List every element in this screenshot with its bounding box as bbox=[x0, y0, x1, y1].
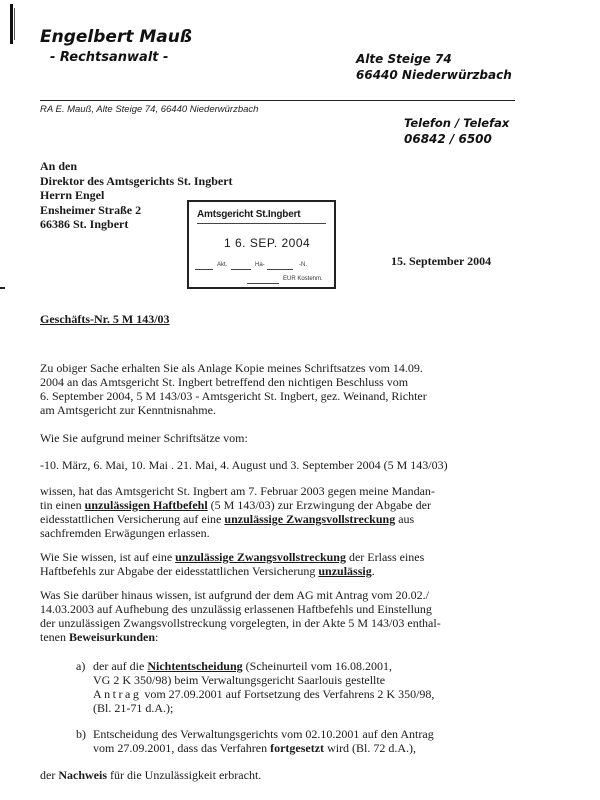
text-line bbox=[40, 630, 540, 644]
text-span: (5 M 143/03) zur Erzwingung der Abgabe der bbox=[207, 498, 431, 512]
letter-date: 15. September 2004 bbox=[391, 254, 492, 268]
text-line: Zu obiger Sache erhalten Sie als Anlage Kopie meines Schriftsatzes vom 14.09. bbox=[40, 361, 423, 375]
text-span: (Scheinurteil vom 16.08.2001, bbox=[242, 659, 392, 673]
emphasis: Nichtentscheidung bbox=[147, 659, 243, 673]
text-span: der bbox=[40, 768, 59, 782]
lawyer-city: 66440 Niederwürzbach bbox=[356, 68, 512, 82]
text-line: Wie Sie aufgrund meiner Schriftsätze vom: bbox=[40, 431, 248, 445]
text-line bbox=[40, 564, 540, 578]
emphasis: unzulässige Zwangsvollstreckung bbox=[175, 550, 346, 564]
text-span: für die Unzulässigkeit erbracht. bbox=[107, 768, 262, 782]
stamp-field-line bbox=[195, 269, 213, 270]
text-line: Was Sie darüber hinaus wissen, ist aufgrund der dem AG mit Antrag vom 20.02./ bbox=[40, 588, 429, 602]
paragraph bbox=[40, 768, 540, 782]
text-span: . bbox=[371, 564, 375, 578]
stamp-underline bbox=[197, 223, 326, 224]
list-label: a) bbox=[76, 659, 86, 673]
received-stamp bbox=[187, 200, 336, 289]
paragraph bbox=[40, 484, 540, 540]
text-line bbox=[40, 550, 540, 564]
text-line: 14.03.2003 auf Aufhebung des unzulässig erlassenen Haftbefehls und Einstellung bbox=[40, 602, 432, 616]
text-line: wissen, hat das Amtsgericht St. Ingbert am 7. Februar 2003 gegen meine Mandan- bbox=[40, 484, 435, 498]
recipient-line: Ensheimer Straße 2 bbox=[40, 202, 142, 217]
text-line: sachfremden Erwägungen erlassen. bbox=[40, 526, 210, 540]
recipient-line: An den bbox=[40, 159, 78, 173]
text-line: am Amtsgericht zur Kenntnisnahme. bbox=[40, 403, 216, 417]
stamp-date: 1 6. SEP. 2004 bbox=[224, 236, 311, 250]
text-line bbox=[40, 768, 540, 782]
text-span: vom 27.09.2001, dass das Verfahren bbox=[93, 741, 271, 755]
sender-line: RA E. Mauß, Alte Steige 74, 66440 Niederwürzbach bbox=[40, 104, 259, 115]
spaced-text: Antrag bbox=[93, 687, 142, 701]
stamp-court: Amtsgericht St.Ingbert bbox=[197, 209, 301, 220]
text-line bbox=[93, 659, 536, 673]
text-line bbox=[93, 687, 536, 701]
recipient-line: 66386 St. Ingbert bbox=[40, 217, 129, 231]
text-span: aus bbox=[395, 512, 415, 526]
stamp-field-line bbox=[231, 269, 251, 270]
punch-mark bbox=[0, 287, 5, 289]
paragraph bbox=[40, 361, 540, 417]
text-line bbox=[93, 741, 536, 755]
list-label: b) bbox=[76, 727, 86, 741]
text-span: Wie Sie wissen, ist auf eine bbox=[40, 550, 176, 564]
scan-artifact bbox=[14, 8, 15, 40]
text-line: 6. September 2004, 5 M 143/03 - Amtsgericht St. Ingbert, gez. Weinand, Richter bbox=[40, 389, 427, 403]
stamp-hav: Ha- bbox=[255, 262, 265, 268]
text-span: Haftbefehls zur Abgabe der eidesstattlichen Versicherung bbox=[40, 564, 319, 578]
lawyer-title: - Rechtsanwalt - bbox=[50, 50, 169, 65]
stamp-eur: EUR Kostenm. bbox=[283, 276, 323, 282]
emphasis: Beweisurkunden bbox=[69, 630, 156, 644]
scan-artifact bbox=[10, 4, 13, 44]
emphasis: unzulässige Zwangsvollstreckung bbox=[224, 512, 396, 526]
text-span: eidesstattlichen Versicherung auf eine bbox=[40, 512, 225, 526]
text-span: : bbox=[155, 630, 159, 644]
text-span: tin einen bbox=[40, 498, 85, 512]
emphasis: fortgesetzt bbox=[270, 741, 325, 755]
text-line: (Bl. 21-71 d.A.); bbox=[93, 701, 174, 715]
recipient-line: Direktor des Amtsgerichts St. Ingbert bbox=[40, 173, 233, 188]
text-line bbox=[40, 512, 540, 526]
paragraph bbox=[40, 458, 540, 472]
text-span: der Erlass eines bbox=[345, 550, 425, 564]
text-line: 2004 an das Amtsgericht St. Ingbert betreffend den nichtigen Beschluss vom bbox=[40, 375, 409, 389]
text-line: Entscheidung des Verwaltungsgerichts vom 02.10.2001 auf den Antrag bbox=[93, 727, 434, 741]
list-item bbox=[76, 727, 536, 755]
list-item bbox=[76, 659, 536, 715]
text-line bbox=[40, 498, 540, 512]
emphasis: unzulässigen Haftbefehl bbox=[84, 498, 208, 512]
stamp-field-line bbox=[267, 269, 293, 270]
text-line: -10. März, 6. Mai, 10. Mai . 21. Mai, 4. August und 3. September 2004 (5 M 143/03) bbox=[40, 458, 448, 472]
paragraph bbox=[40, 588, 540, 644]
text-line: der unzulässigen Zwangsvollstreckung vorgelegten, in der Akte 5 M 143/03 enthal- bbox=[40, 616, 441, 630]
stamp-akt: Akt. bbox=[217, 262, 228, 268]
text-line: VG 2 K 350/98) beim Verwaltungsgericht Saarlouis gestellte bbox=[93, 673, 386, 687]
emphasis: Nachweis bbox=[58, 768, 107, 782]
text-span: tenen bbox=[40, 630, 69, 644]
emphasis: unzulässig bbox=[318, 564, 372, 578]
text-span: der auf die bbox=[93, 659, 148, 673]
stamp-field-line bbox=[247, 283, 279, 284]
reference-number: Geschäfts-Nr. 5 M 143/03 bbox=[40, 312, 170, 326]
phone-number: 06842 / 6500 bbox=[404, 132, 492, 146]
lawyer-street: Alte Steige 74 bbox=[356, 52, 452, 66]
paragraph bbox=[40, 431, 540, 445]
recipient-line: Herrn Engel bbox=[40, 188, 105, 202]
lawyer-name: Engelbert Mauß bbox=[40, 27, 193, 47]
text-span: vom 27.09.2001 auf Fortsetzung des Verfahrens 2 K 350/98, bbox=[141, 687, 435, 701]
paragraph bbox=[40, 550, 540, 578]
stamp-n: -N. bbox=[299, 262, 307, 268]
text-span: wird (Bl. 72 d.A.), bbox=[324, 741, 417, 755]
phone-label: Telefon / Telefax bbox=[404, 116, 510, 130]
header-divider bbox=[40, 100, 515, 101]
